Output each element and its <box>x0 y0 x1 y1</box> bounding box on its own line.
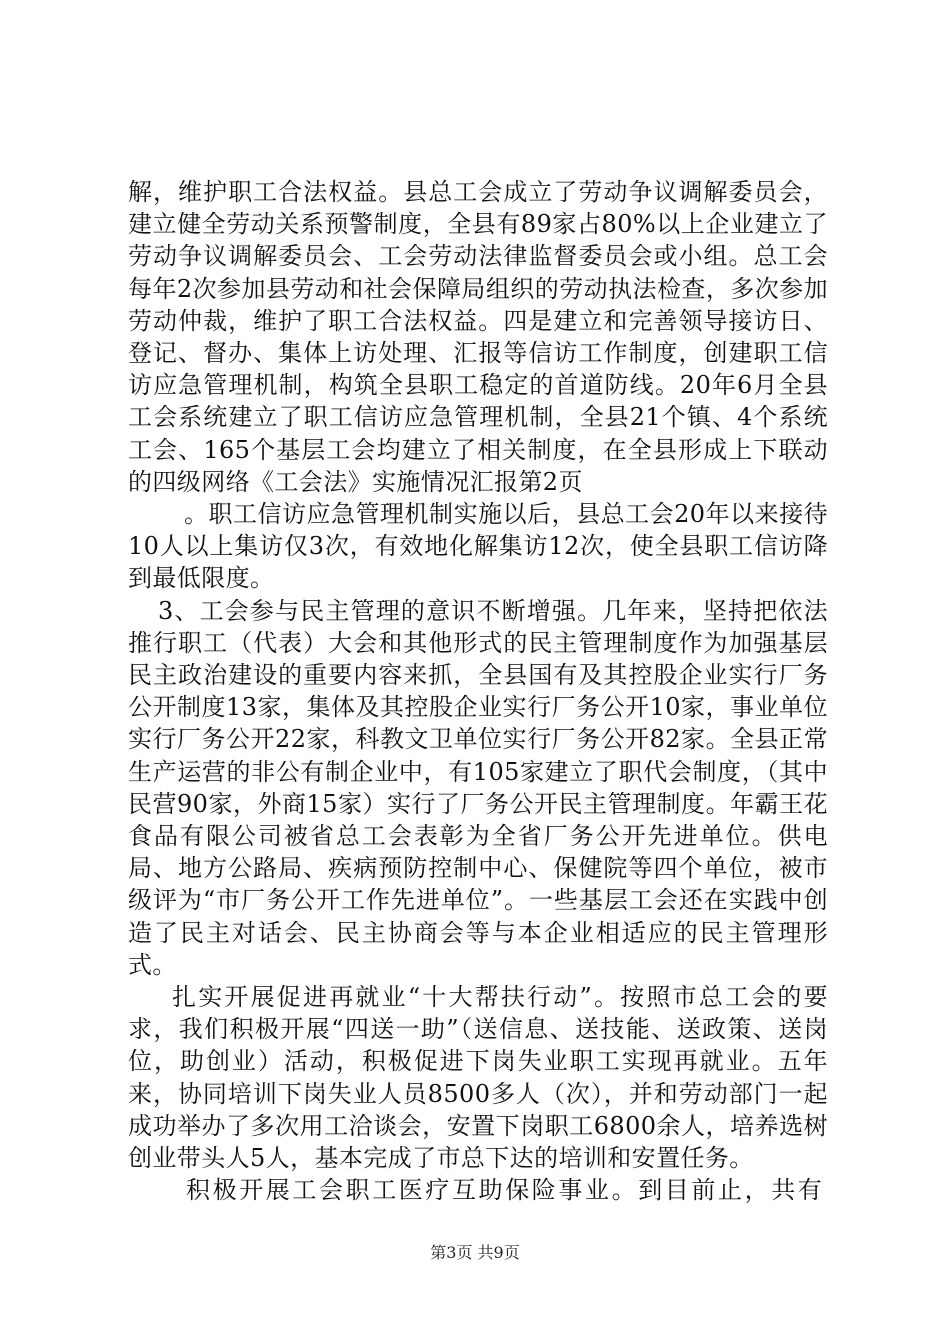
paragraph-labor-dispute: 解，维护职工合法权益。县总工会成立了劳动争议调解委员会，建立健全劳动关系预警制度，全县有89家占80%以上企业建立了劳动争议调解委员会、工会劳动法律监督委员会或小组。总工会每年2次参加县劳动和社会保障局组织的劳动执法检查，多次参加劳动仲裁，维护了职工合法权益。四是建立和完善领导接访日、登记、督办、集体上访处理、汇报等信访工作制度，创建职工信访应急管理机制，构筑全县职工稳定的首道防线。20年6月全县工会系统建立了职工信访应急管理机制，全县21个镇、4个系统工会、165个基层工会均建立了相关制度，在全县形成上下联动的四级网络《工会法》实施情况汇报第2页 <box>128 178 828 496</box>
paragraph-petition-mechanism: 。职工信访应急管理机制实施以后，县总工会20年以来接待10人以上集访仅3次，有效地化解集访12次，使全县职工信访降到最低限度。 <box>128 500 828 593</box>
paragraph-reemployment: 扎实开展促进再就业“十大帮扶行动”。按照市总工会的要求，我们积极开展“四送一助”（送信息、送技能、送政策、送岗位，助创业）活动，积极促进下岗失业职工实现再就业。五年来，协同培训下岗失业人员8500多人（次），并和劳动部门一起成功举办了多次用工洽谈会，安置下岗职工6800余人，培养选树创业带头人5人，基本完成了市总下达的培训和安置任务。 <box>128 983 828 1173</box>
document-body <box>128 176 828 1207</box>
page-footer: 第3页 共9页 <box>430 1243 520 1262</box>
paragraph-medical-insurance: 积极开展工会职工医疗互助保险事业。到目前止，共有 <box>186 1176 825 1205</box>
paragraph-democratic-management: 3、工会参与民主管理的意识不断增强。几年来，坚持把依法推行职工（代表）大会和其他形式的民主管理制度作为加强基层民主政治建设的重要内容来抓，全县国有及其控股企业实行厂务公开制度13家，集体及其控股企业实行厂务公开10家，事业单位实行厂务公开22家，科教文卫单位实行厂务公开82家。全县正常生产运营的非公有制企业中，有105家建立了职代会制度，（其中民营90家，外商15家）实行了厂务公开民主管理制度。年霸王花食品有限公司被省总工会表彰为全省厂务公开先进单位。供电局、地方公路局、疾病预防控制中心、保健院等四个单位，被市级评为“市厂务公开工作先进单位”。一些基层工会还在实践中创造了民主对话会、民主协商会等与本企业相适应的民主管理形式。 <box>128 596 828 979</box>
